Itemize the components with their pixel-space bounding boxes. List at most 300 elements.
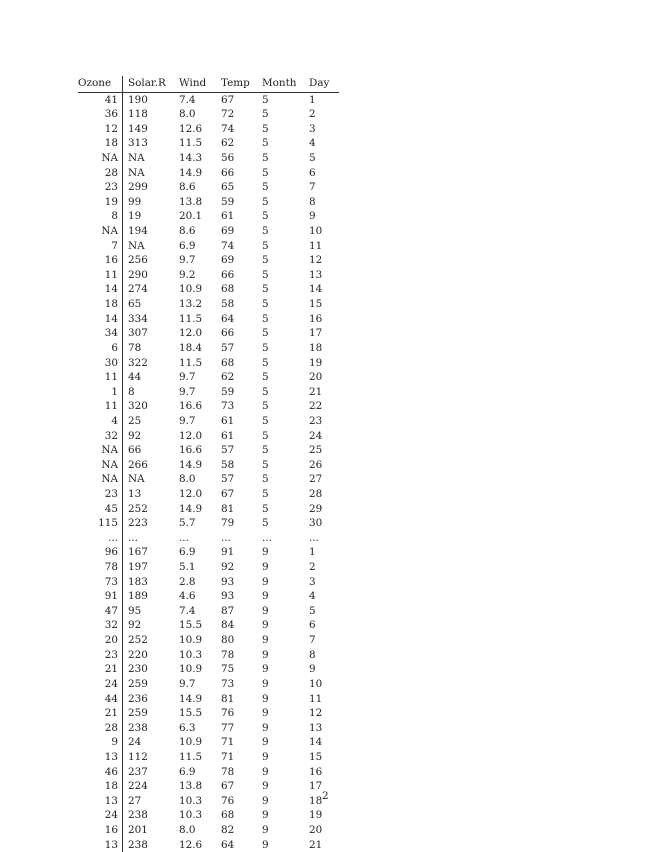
- cell-month: 9: [262, 634, 269, 647]
- cell-day: 15: [309, 298, 323, 311]
- cell-temp: 67: [221, 488, 235, 500]
- cell-solar-r: 194: [128, 225, 148, 238]
- cell-wind: 11.5: [179, 356, 203, 369]
- cell-temp: 73: [221, 677, 235, 690]
- cell-temp: 57: [221, 473, 235, 486]
- cell-solar-r: 307: [128, 327, 148, 340]
- cell-temp: 75: [221, 663, 235, 676]
- table-row: [78, 297, 339, 312]
- cell-day: 21: [309, 838, 323, 851]
- cell-month: 5: [262, 400, 269, 413]
- cell-month: 9: [262, 707, 269, 720]
- cell-wind: ...: [179, 531, 189, 544]
- cell-month: 9: [262, 648, 269, 661]
- table-row: [78, 779, 339, 794]
- cell-wind: 12.0: [179, 488, 203, 500]
- cell-month: 9: [262, 765, 269, 778]
- cell-wind: 10.3: [179, 794, 203, 807]
- cell-solar-r: 8: [128, 385, 135, 398]
- cell-ozone: 11: [78, 370, 123, 385]
- cell-solar-r: 167: [128, 546, 148, 559]
- cell-solar-r: NA: [128, 473, 145, 486]
- cell-solar-r: 24: [128, 736, 142, 749]
- cell-wind: 6.9: [179, 765, 196, 778]
- table-row: [78, 545, 339, 560]
- cell-wind: 12.6: [179, 838, 203, 851]
- table-row: [78, 516, 339, 531]
- cell-month: 9: [262, 809, 269, 822]
- cell-temp: 61: [221, 414, 235, 427]
- cell-solar-r: 190: [128, 93, 148, 106]
- cell-day: 26: [309, 458, 323, 471]
- cell-ozone: 47: [78, 604, 123, 619]
- cell-day: 18: [309, 341, 323, 354]
- table-row: [78, 662, 339, 677]
- cell-ozone: 8: [78, 209, 123, 224]
- cell-ozone: ...: [78, 531, 123, 546]
- cell-wind: 13.8: [179, 195, 203, 208]
- cell-ozone: 45: [78, 502, 123, 517]
- table-row: [78, 107, 339, 122]
- cell-wind: 2.8: [179, 575, 196, 588]
- cell-day: 22: [309, 400, 323, 413]
- cell-solar-r: 197: [128, 561, 148, 574]
- cell-month: 5: [262, 517, 269, 530]
- cell-day: 3: [309, 122, 316, 135]
- cell-solar-r: 266: [128, 458, 148, 471]
- cell-ozone: 9: [78, 735, 123, 750]
- cell-ozone: 32: [78, 618, 123, 633]
- table-row: [78, 399, 339, 414]
- table-row: [78, 312, 339, 327]
- cell-temp: 57: [221, 341, 235, 354]
- table-row: [78, 721, 339, 736]
- cell-month: 5: [262, 473, 269, 486]
- table-row: [78, 239, 339, 254]
- cell-day: 10: [309, 225, 323, 238]
- cell-ozone: 18: [78, 297, 123, 312]
- cell-solar-r: 230: [128, 663, 148, 676]
- cell-ozone: 30: [78, 355, 123, 370]
- cell-solar-r: 259: [128, 677, 148, 690]
- cell-month: 5: [262, 108, 269, 121]
- cell-day: 4: [309, 137, 316, 150]
- cell-wind: 6.9: [179, 546, 196, 559]
- cell-temp: 67: [221, 93, 235, 106]
- cell-ozone: NA: [78, 151, 123, 166]
- cell-wind: 8.0: [179, 824, 196, 837]
- cell-temp: 62: [221, 371, 235, 384]
- cell-ozone: NA: [78, 458, 123, 473]
- table-row: [78, 808, 339, 823]
- cell-wind: 10.3: [179, 809, 203, 822]
- cell-ozone: 19: [78, 195, 123, 210]
- cell-wind: 4.6: [179, 590, 196, 603]
- table-row: [78, 604, 339, 619]
- cell-month: 9: [262, 824, 269, 837]
- cell-wind: 20.1: [179, 210, 203, 223]
- cell-month: 5: [262, 341, 269, 354]
- cell-solar-r: 95: [128, 604, 142, 617]
- cell-day: 13: [309, 268, 323, 281]
- cell-temp: 80: [221, 634, 235, 647]
- cell-day: 13: [309, 721, 323, 734]
- cell-wind: 8.6: [179, 225, 196, 238]
- table-row: [78, 531, 339, 546]
- cell-month: 5: [262, 327, 269, 340]
- cell-month: 5: [262, 502, 269, 515]
- cell-ozone: 11: [78, 399, 123, 414]
- cell-ozone: 115: [78, 516, 123, 531]
- cell-temp: 66: [221, 268, 235, 281]
- cell-month: 9: [262, 794, 269, 807]
- cell-day: ...: [309, 531, 319, 544]
- cell-wind: 5.7: [179, 517, 196, 530]
- cell-solar-r: 220: [128, 648, 148, 661]
- cell-solar-r: 256: [128, 254, 148, 267]
- cell-wind: 8.6: [179, 181, 196, 194]
- cell-ozone: 23: [78, 487, 123, 502]
- cell-ozone: 21: [78, 662, 123, 677]
- cell-temp: 68: [221, 283, 235, 296]
- cell-day: 14: [309, 283, 323, 296]
- header-solar-r: Solar.R: [123, 76, 180, 92]
- table-row: [78, 151, 339, 166]
- cell-day: 7: [309, 181, 316, 194]
- cell-month: 5: [262, 312, 269, 325]
- cell-wind: 9.7: [179, 385, 196, 398]
- cell-temp: 79: [221, 517, 235, 530]
- table-row: [78, 575, 339, 590]
- cell-month: ...: [262, 531, 272, 544]
- table-row: [78, 136, 339, 151]
- cell-temp: 64: [221, 312, 235, 325]
- table-row: [78, 589, 339, 604]
- cell-solar-r: 313: [128, 137, 148, 150]
- table-row: [78, 122, 339, 137]
- cell-day: 9: [309, 210, 316, 223]
- cell-month: 5: [262, 181, 269, 194]
- table-row: [78, 92, 339, 107]
- table-row: [78, 765, 339, 780]
- cell-temp: 68: [221, 356, 235, 369]
- cell-day: 7: [309, 634, 316, 647]
- cell-wind: 14.9: [179, 692, 203, 705]
- cell-temp: 77: [221, 721, 235, 734]
- cell-wind: 15.5: [179, 619, 203, 632]
- cell-temp: 68: [221, 809, 235, 822]
- cell-ozone: 21: [78, 706, 123, 721]
- cell-day: 5: [309, 604, 316, 617]
- cell-day: 28: [309, 488, 323, 500]
- cell-wind: 11.5: [179, 312, 203, 325]
- cell-day: 2: [309, 108, 316, 121]
- cell-ozone: 20: [78, 633, 123, 648]
- cell-temp: 84: [221, 619, 235, 632]
- cell-wind: 14.3: [179, 151, 203, 164]
- table-row: [78, 282, 339, 297]
- cell-wind: 6.3: [179, 721, 196, 734]
- table-row: [78, 735, 339, 750]
- cell-wind: 9.2: [179, 268, 196, 281]
- cell-solar-r: 65: [128, 298, 142, 311]
- cell-temp: 91: [221, 546, 235, 559]
- cell-temp: 71: [221, 750, 235, 763]
- cell-ozone: 4: [78, 414, 123, 429]
- table-row: [78, 268, 339, 283]
- table-row: [78, 487, 339, 502]
- cell-ozone: 24: [78, 808, 123, 823]
- cell-month: 9: [262, 677, 269, 690]
- cell-temp: 67: [221, 780, 235, 793]
- table-row: [78, 706, 339, 721]
- table-row: [78, 355, 339, 370]
- cell-ozone: 36: [78, 107, 123, 122]
- table-row: [78, 691, 339, 706]
- cell-month: 5: [262, 195, 269, 208]
- cell-ozone: 11: [78, 268, 123, 283]
- cell-month: 5: [262, 444, 269, 457]
- cell-ozone: 32: [78, 429, 123, 444]
- cell-month: 5: [262, 210, 269, 223]
- cell-temp: 81: [221, 502, 235, 515]
- cell-solar-r: 183: [128, 575, 148, 588]
- cell-month: 9: [262, 721, 269, 734]
- cell-day: 17: [309, 780, 323, 793]
- cell-month: 5: [262, 429, 269, 442]
- cell-solar-r: 78: [128, 341, 142, 354]
- cell-solar-r: 322: [128, 356, 148, 369]
- cell-solar-r: 236: [128, 692, 148, 705]
- cell-wind: 10.3: [179, 648, 203, 661]
- cell-ozone: 28: [78, 721, 123, 736]
- data-table: [78, 76, 339, 852]
- cell-month: 9: [262, 750, 269, 763]
- cell-month: 5: [262, 414, 269, 427]
- table-body: [78, 92, 339, 852]
- cell-temp: 66: [221, 327, 235, 340]
- cell-day: 5: [309, 151, 316, 164]
- cell-temp: ...: [221, 531, 231, 544]
- header-ozone: Ozone: [78, 76, 123, 92]
- cell-month: 5: [262, 93, 269, 106]
- table-row: [78, 458, 339, 473]
- cell-ozone: 16: [78, 823, 123, 838]
- cell-day: 12: [309, 707, 323, 720]
- cell-solar-r: 27: [128, 794, 142, 807]
- cell-solar-r: ...: [128, 531, 138, 544]
- cell-day: 19: [309, 356, 323, 369]
- table-row: [78, 618, 339, 633]
- table-row: [78, 794, 339, 809]
- cell-month: 9: [262, 692, 269, 705]
- cell-ozone: 1: [78, 385, 123, 400]
- cell-day: 2: [309, 561, 316, 574]
- cell-temp: 57: [221, 444, 235, 457]
- cell-temp: 87: [221, 604, 235, 617]
- table-row: [78, 472, 339, 487]
- cell-day: 4: [309, 590, 316, 603]
- cell-temp: 59: [221, 195, 235, 208]
- cell-month: 5: [262, 385, 269, 398]
- cell-wind: 10.9: [179, 736, 203, 749]
- cell-wind: 14.9: [179, 166, 203, 179]
- cell-ozone: 14: [78, 282, 123, 297]
- cell-temp: 58: [221, 298, 235, 311]
- cell-solar-r: 237: [128, 765, 148, 778]
- cell-solar-r: 118: [128, 108, 148, 121]
- cell-solar-r: 224: [128, 780, 148, 793]
- cell-solar-r: 201: [128, 824, 148, 837]
- cell-ozone: 73: [78, 575, 123, 590]
- cell-temp: 56: [221, 151, 235, 164]
- cell-month: 9: [262, 619, 269, 632]
- cell-ozone: 6: [78, 341, 123, 356]
- table-row: [78, 429, 339, 444]
- cell-solar-r: 299: [128, 181, 148, 194]
- cell-month: 9: [262, 561, 269, 574]
- cell-wind: 8.0: [179, 473, 196, 486]
- cell-temp: 76: [221, 707, 235, 720]
- cell-month: 5: [262, 166, 269, 179]
- cell-temp: 61: [221, 210, 235, 223]
- cell-solar-r: 238: [128, 838, 148, 851]
- table-row: [78, 209, 339, 224]
- cell-wind: 16.6: [179, 444, 203, 457]
- cell-temp: 93: [221, 590, 235, 603]
- cell-day: 8: [309, 648, 316, 661]
- cell-ozone: 96: [78, 545, 123, 560]
- cell-solar-r: 238: [128, 809, 148, 822]
- cell-solar-r: NA: [128, 239, 145, 252]
- cell-temp: 92: [221, 561, 235, 574]
- cell-day: 27: [309, 473, 323, 486]
- cell-day: 6: [309, 619, 316, 632]
- cell-wind: 11.5: [179, 137, 203, 150]
- table-row: [78, 502, 339, 517]
- cell-day: 14: [309, 736, 323, 749]
- table-row: [78, 633, 339, 648]
- cell-day: 16: [309, 765, 323, 778]
- cell-ozone: 18: [78, 779, 123, 794]
- cell-day: 19: [309, 809, 323, 822]
- cell-ozone: 16: [78, 253, 123, 268]
- cell-ozone: 46: [78, 765, 123, 780]
- cell-ozone: 44: [78, 691, 123, 706]
- cell-temp: 69: [221, 225, 235, 238]
- cell-month: 5: [262, 239, 269, 252]
- cell-day: 3: [309, 575, 316, 588]
- cell-solar-r: 112: [128, 750, 148, 763]
- table-row: [78, 750, 339, 765]
- cell-ozone: NA: [78, 224, 123, 239]
- cell-month: 5: [262, 122, 269, 135]
- cell-solar-r: 25: [128, 414, 142, 427]
- cell-day: 12: [309, 254, 323, 267]
- cell-solar-r: 252: [128, 502, 148, 515]
- cell-day: 8: [309, 195, 316, 208]
- table-row: [78, 224, 339, 239]
- cell-temp: 78: [221, 765, 235, 778]
- cell-wind: 15.5: [179, 707, 203, 720]
- cell-day: 10: [309, 677, 323, 690]
- cell-day: 16: [309, 312, 323, 325]
- header-wind: Wind: [179, 76, 221, 92]
- page-number: 2: [322, 790, 329, 802]
- cell-ozone: 23: [78, 180, 123, 195]
- cell-ozone: 14: [78, 312, 123, 327]
- table-row: [78, 370, 339, 385]
- cell-ozone: 78: [78, 560, 123, 575]
- cell-month: 9: [262, 604, 269, 617]
- cell-solar-r: 320: [128, 400, 148, 413]
- cell-day: 23: [309, 414, 323, 427]
- cell-wind: 18.4: [179, 341, 203, 354]
- cell-day: 1: [309, 93, 316, 106]
- table-row: [78, 326, 339, 341]
- cell-ozone: 28: [78, 166, 123, 181]
- cell-wind: 14.9: [179, 502, 203, 515]
- cell-day: 20: [309, 371, 323, 384]
- cell-solar-r: 334: [128, 312, 148, 325]
- cell-month: 5: [262, 371, 269, 384]
- cell-month: 9: [262, 736, 269, 749]
- table-row: [78, 648, 339, 663]
- cell-ozone: 91: [78, 589, 123, 604]
- cell-wind: 9.7: [179, 677, 196, 690]
- cell-solar-r: 189: [128, 590, 148, 603]
- cell-wind: 12.6: [179, 122, 203, 135]
- cell-wind: 9.7: [179, 414, 196, 427]
- cell-solar-r: 19: [128, 210, 142, 223]
- cell-day: 1: [309, 546, 316, 559]
- cell-day: 17: [309, 327, 323, 340]
- cell-solar-r: 99: [128, 195, 142, 208]
- cell-wind: 10.9: [179, 634, 203, 647]
- cell-temp: 59: [221, 385, 235, 398]
- cell-solar-r: 252: [128, 634, 148, 647]
- cell-day: 6: [309, 166, 316, 179]
- cell-solar-r: 274: [128, 283, 148, 296]
- cell-temp: 81: [221, 692, 235, 705]
- cell-day: 15: [309, 750, 323, 763]
- cell-wind: 7.4: [179, 604, 196, 617]
- cell-day: 11: [309, 692, 323, 705]
- cell-wind: 5.1: [179, 561, 196, 574]
- table-row: [78, 253, 339, 268]
- cell-wind: 14.9: [179, 458, 203, 471]
- cell-temp: 73: [221, 400, 235, 413]
- table-row: [78, 414, 339, 429]
- cell-solar-r: 44: [128, 371, 142, 384]
- header-row: [78, 76, 339, 92]
- table-row: [78, 180, 339, 195]
- cell-month: 5: [262, 283, 269, 296]
- table-row: [78, 443, 339, 458]
- cell-day: 29: [309, 502, 323, 515]
- cell-day: 11: [309, 239, 323, 252]
- cell-ozone: 24: [78, 677, 123, 692]
- cell-solar-r: 223: [128, 517, 148, 530]
- cell-wind: 12.0: [179, 429, 203, 442]
- cell-temp: 76: [221, 794, 235, 807]
- cell-solar-r: 66: [128, 444, 142, 457]
- cell-day: 21: [309, 385, 323, 398]
- header-month: Month: [262, 76, 309, 92]
- cell-day: 20: [309, 824, 323, 837]
- cell-month: 5: [262, 488, 269, 500]
- cell-ozone: 12: [78, 122, 123, 137]
